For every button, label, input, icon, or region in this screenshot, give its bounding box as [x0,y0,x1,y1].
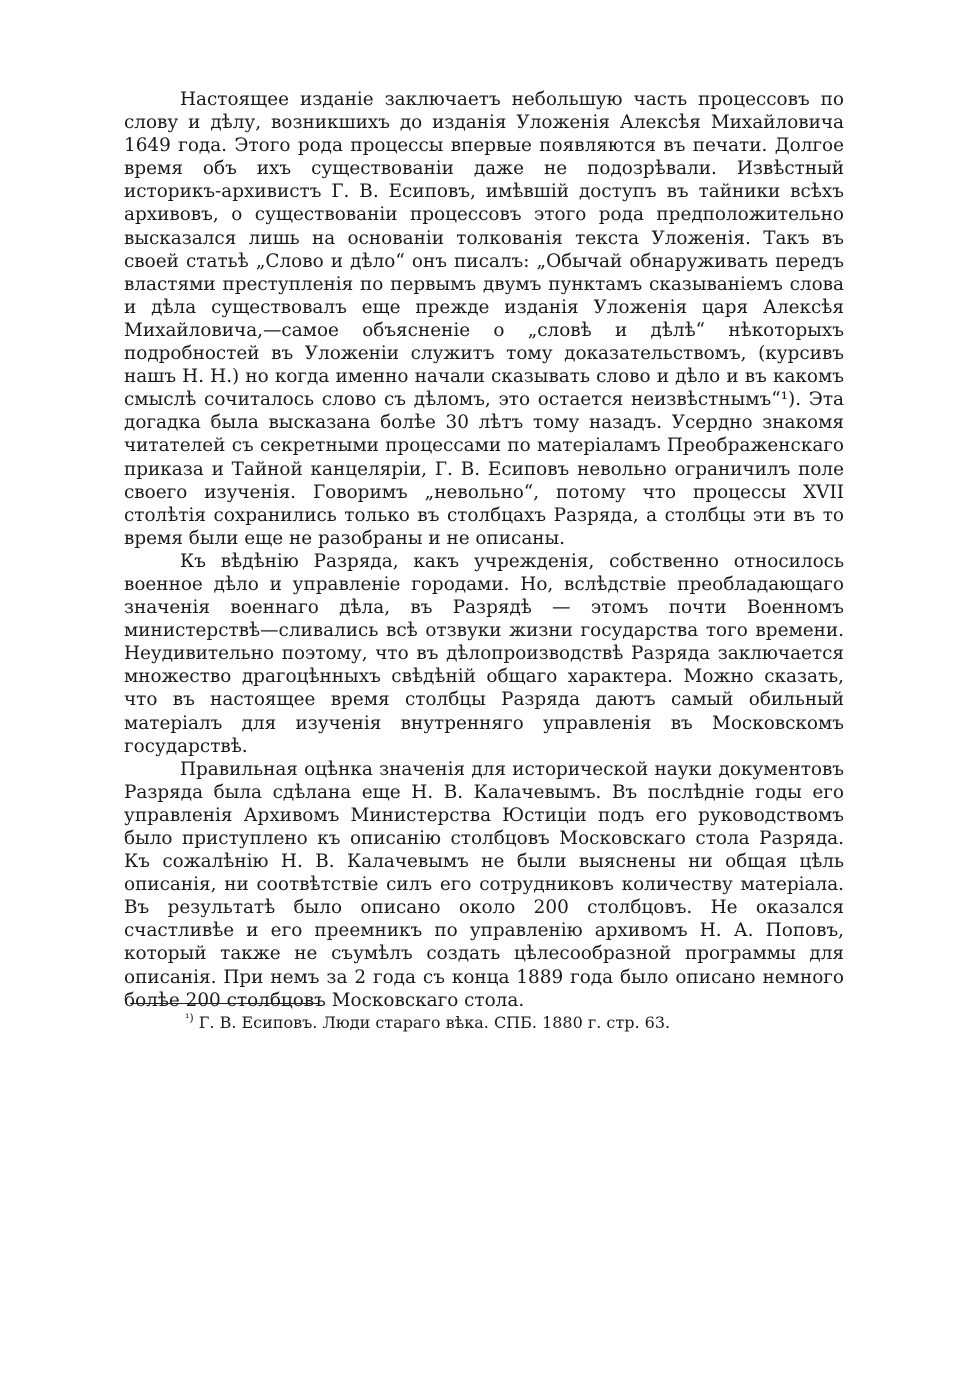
paragraph-1: Настоящее изданіе заключаетъ небольшую часть процессовъ по слову и дѣлу, возникшихъ до изданія Уложенія Алексѣя Михайловича 1649 года. Этого рода процессы впервые появляются въ печати. Долгое время объ ихъ существованіи даже не подозрѣвали. Извѣстный историкъ-архивистъ Г. В. Есиповъ, имѣвшій доступъ въ тайники всѣхъ архивовъ, о существованіи процессовъ этого рода предположительно высказался лишь на основаніи толкованія текста Уложенія. Такъ въ своей статьѣ „Слово и дѣло“ онъ писалъ: „Обычай обнаруживать передъ властями преступленія по первымъ двумъ пунктамъ сказываніемъ слова и дѣла существовалъ еще прежде изданія Уложенія царя Алексѣя Михайловича,—самое объясненіе о „словѣ и дѣлѣ“ нѣкоторыхъ подробностей въ Уложеніи служитъ тому доказательствомъ, (курсивъ нашъ Н. Н.) но когда именно начали сказывать слово и дѣло и въ какомъ смыслѣ сочиталось слово съ дѣломъ, это остается неизвѣстнымъ“¹). Эта догадка была высказана болѣе 30 лѣтъ тому назадъ. Усердно знакомя читателей съ секретными процессами по матеріаламъ Преображенскаго приказа и Тайной канцеляріи, Г. В. Есиповъ невольно ограничилъ поле своего изученія. Говоримъ „невольно“, потому что процессы XVII столѣтія сохранились только въ столбцахъ Разряда, а столбцы эти въ то время были еще не разобраны и не описаны. [124,89,844,549]
paragraph-3: Правильная оцѣнка значенія для исторической науки документовъ Разряда была сдѣлана еще Н. В. Калачевымъ. Въ послѣдніе годы его управленія Архивомъ Министерства Юстиціи подъ его руководствомъ было приступлено къ описанію столбцовъ Московскаго стола Разряда. Къ сожалѣнію Н. В. Калачевымъ не были выяснены ни общая цѣль описанія, ни соотвѣтствіе силъ его сотрудниковъ количеству матеріала. Въ результатѣ было описано около 200 столбцовъ. Не оказался счастливѣе и его преемникъ по управленію архивомъ Н. А. Поповъ, который также не съумѣлъ создать цѣлесообразной программы для описанія. При немъ за 2 года съ конца 1889 года было описано немного болѣе 200 столбцовъ Московскаго стола. [124,758,844,1011]
paragraph-2: Къ вѣдѣнію Разряда, какъ учрежденія, собственно относилось военное дѣло и управленіе городами. Но, вслѣдствіе преобладающаго значенія военнаго дѣла, въ Разрядѣ — этомъ почти Военномъ министерствѣ—сливались всѣ отзвуки жизни государства того времени. Неудивительно поэтому, что въ дѣлопроизводствѣ Разряда заключается множество драгоцѣнныхъ свѣдѣній общаго характера. Можно сказать, что въ настоящее время столбцы Разряда даютъ самый обильный матеріалъ для изученія внутренняго управленія въ Московскомъ государствѣ. [124,550,844,757]
body-text [124,88,844,1012]
footnote [185,1012,825,1034]
footnote-text: Г. В. Есиповъ. Люди стараго вѣка. СПБ. 1880 г. стр. 63. [198,1013,671,1032]
footnote-separator [130,1003,318,1004]
footnote-marker: ¹) [185,1011,194,1025]
